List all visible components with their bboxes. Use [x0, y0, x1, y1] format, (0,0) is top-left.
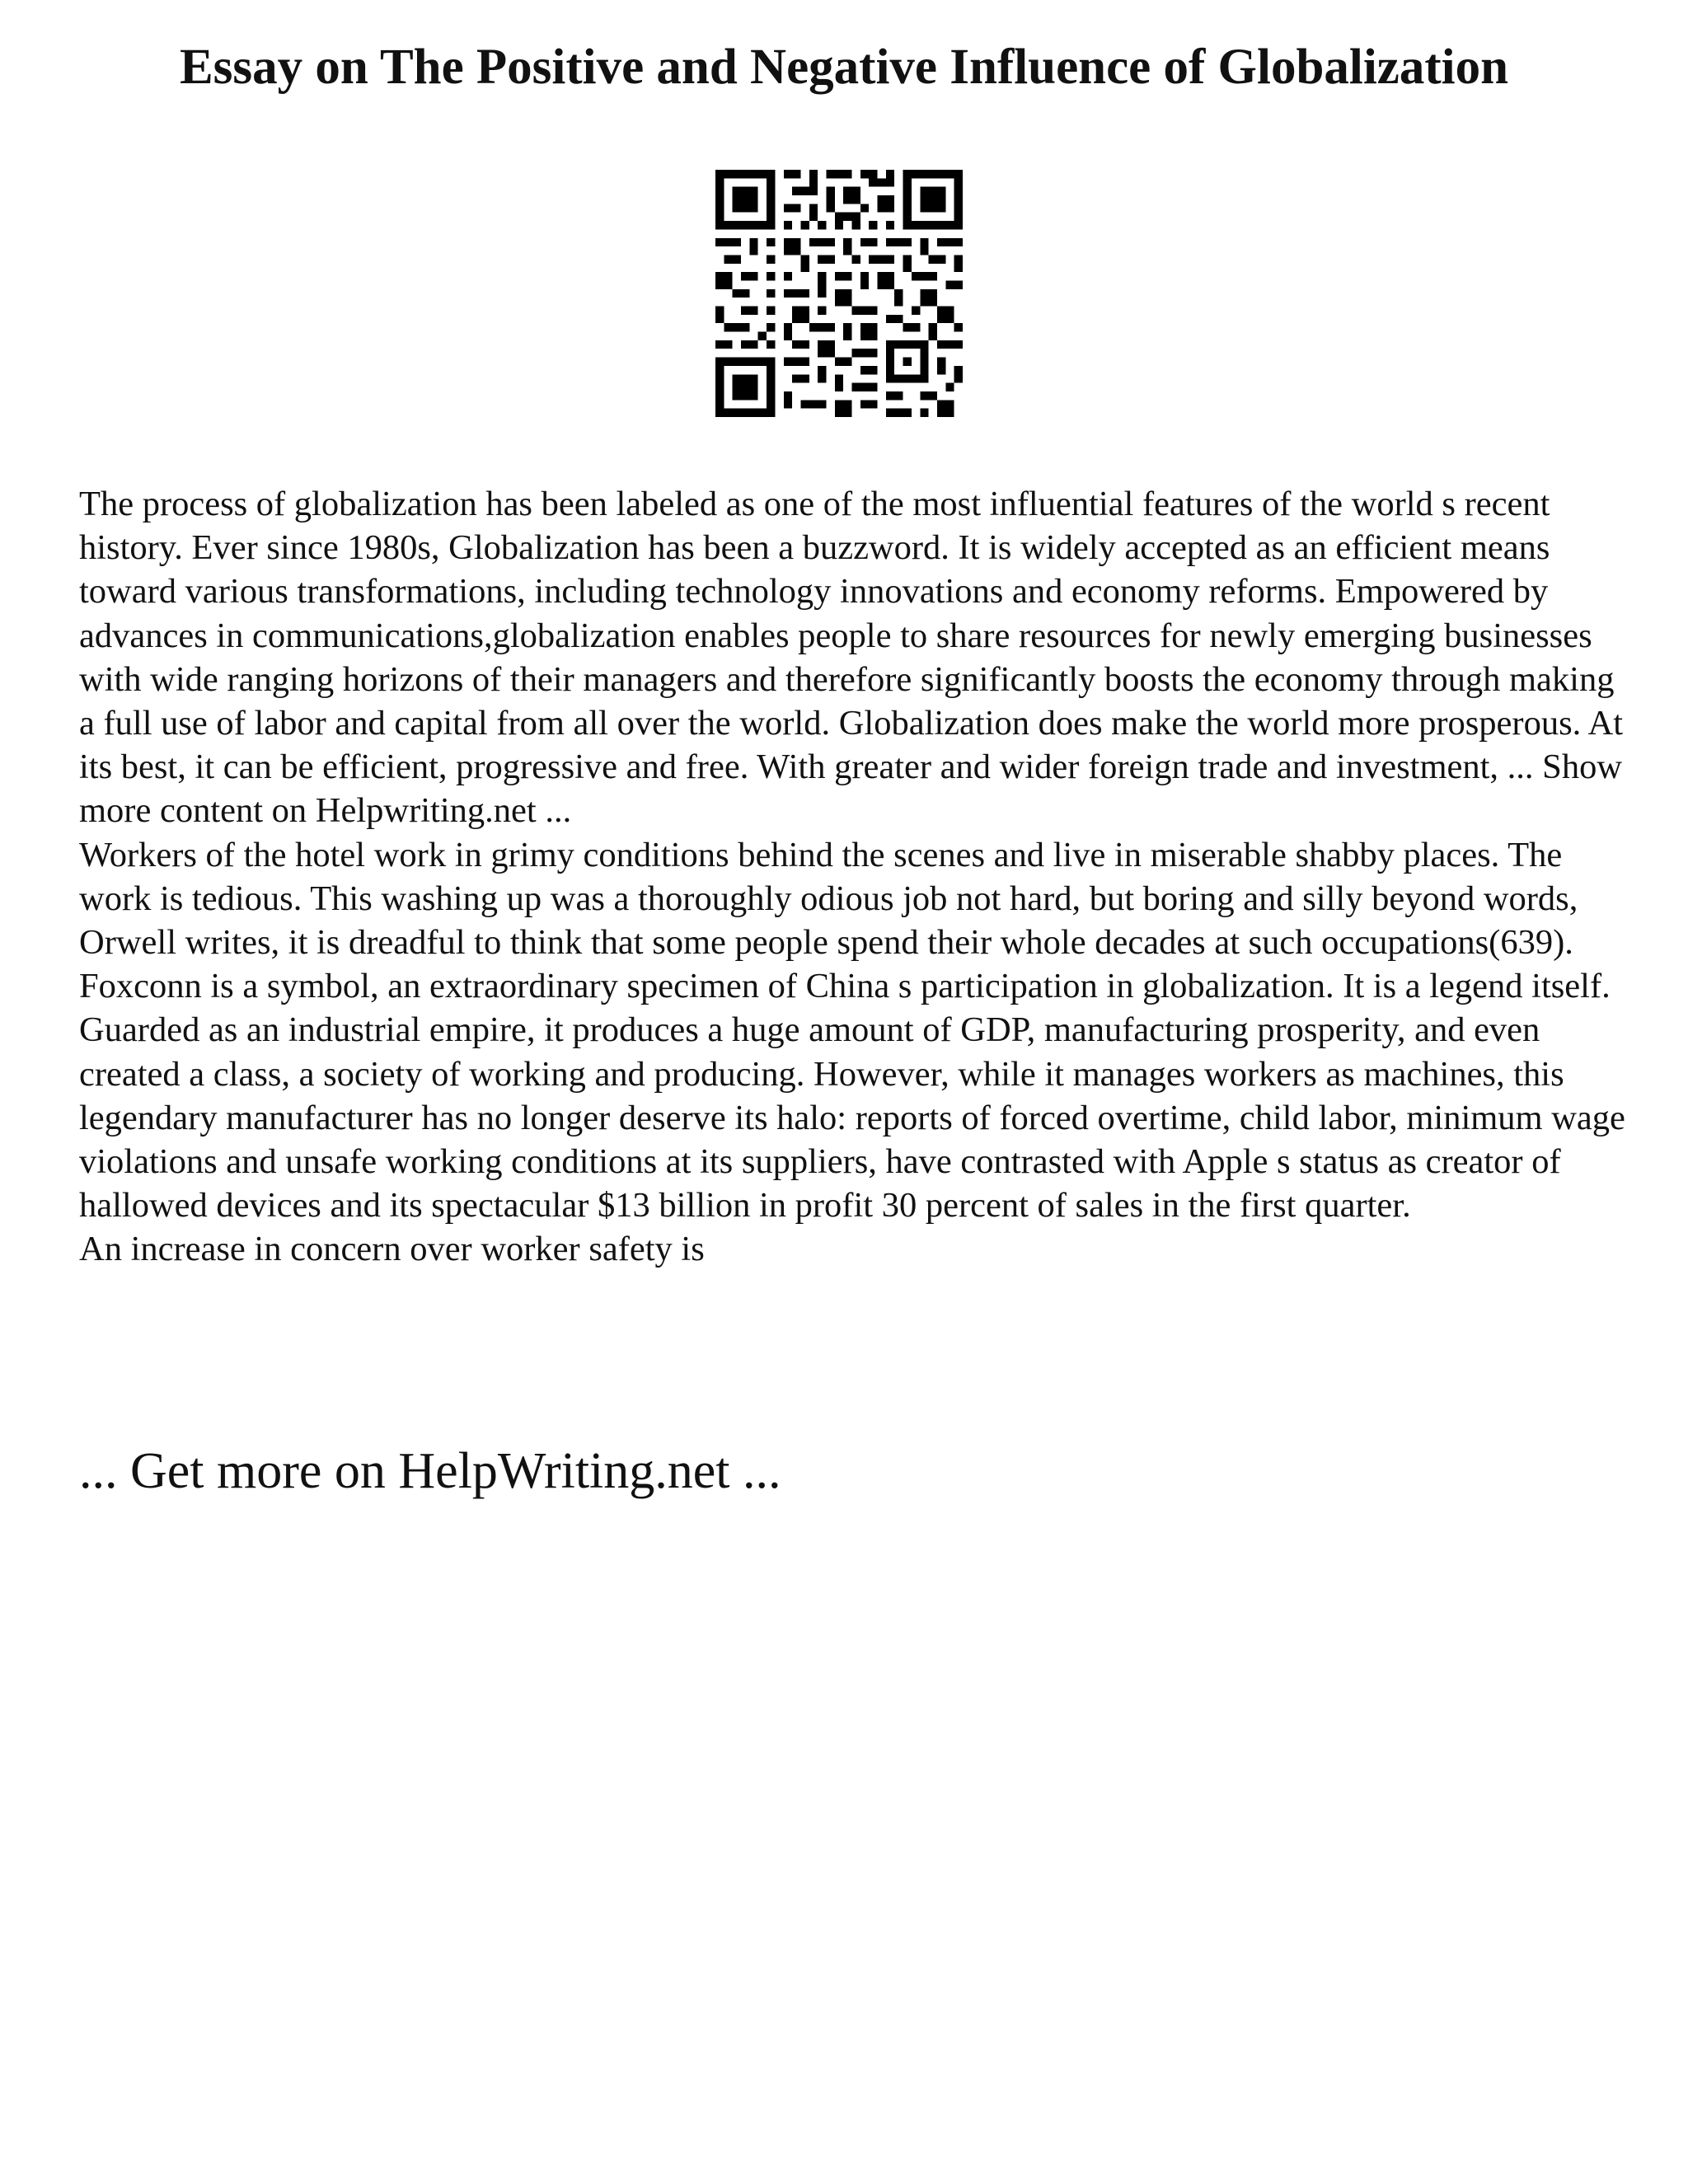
essay-body — [79, 482, 1629, 1272]
get-more-link[interactable]: ... Get more on HelpWriting.net ... — [79, 1443, 781, 1499]
paragraph-foxconn: Foxconn is a symbol, an extraordinary specimen of China s participation in globalization. It is a legend itself. Guarded as an industrial empire, it produces a huge amount of GDP, manufacturing prosperity, and even created a class, a society of working and producing. However, while it manages workers as machines, this legendary manufacturer has no longer deserve its halo: reports of forced overtime, child labor, minimum wage violations and unsafe working conditions at its suppliers, have contrasted with Apple s status as creator of hallowed devices and its spectacular $13 billion in profit 30 percent of sales in the first quarter. — [79, 967, 1625, 1226]
qr-code-icon[interactable] — [715, 170, 963, 417]
paragraph-intro: The process of globalization has been labeled as one of the most influential features of the world s recent history. Ever since 1980s, Globalization has been a buzzword. It is widely accepted as an efficient means toward various transformations, including technology innovations and economy reforms. Empowered by advances in communications,globalization enables people to share resources for newly emerging businesses with wide ranging horizons of their managers and therefore significantly boosts the economy through making a full use of labor and capital from all over the world. Globalization does make the world more prosperous. At its best, it can be efficient, progressive and free. With greater and wider foreign trade and investment, ... Show more content on Helpwriting.net ... — [79, 485, 1624, 831]
paragraph-worker-safety: An increase in concern over worker safety is — [79, 1230, 705, 1269]
paragraph-hotel-workers: Workers of the hotel work in grimy conditions behind the scenes and live in miserable shabby places. The work is tedious. This washing up was a thoroughly odious job not hard, but boring and silly beyond words, Orwell writes, it is dreadful to think that some people spend their whole decades at such occupations(639). — [79, 835, 1578, 963]
page-title: Essay on The Positive and Negative Influence of Globalization — [179, 40, 1509, 95]
